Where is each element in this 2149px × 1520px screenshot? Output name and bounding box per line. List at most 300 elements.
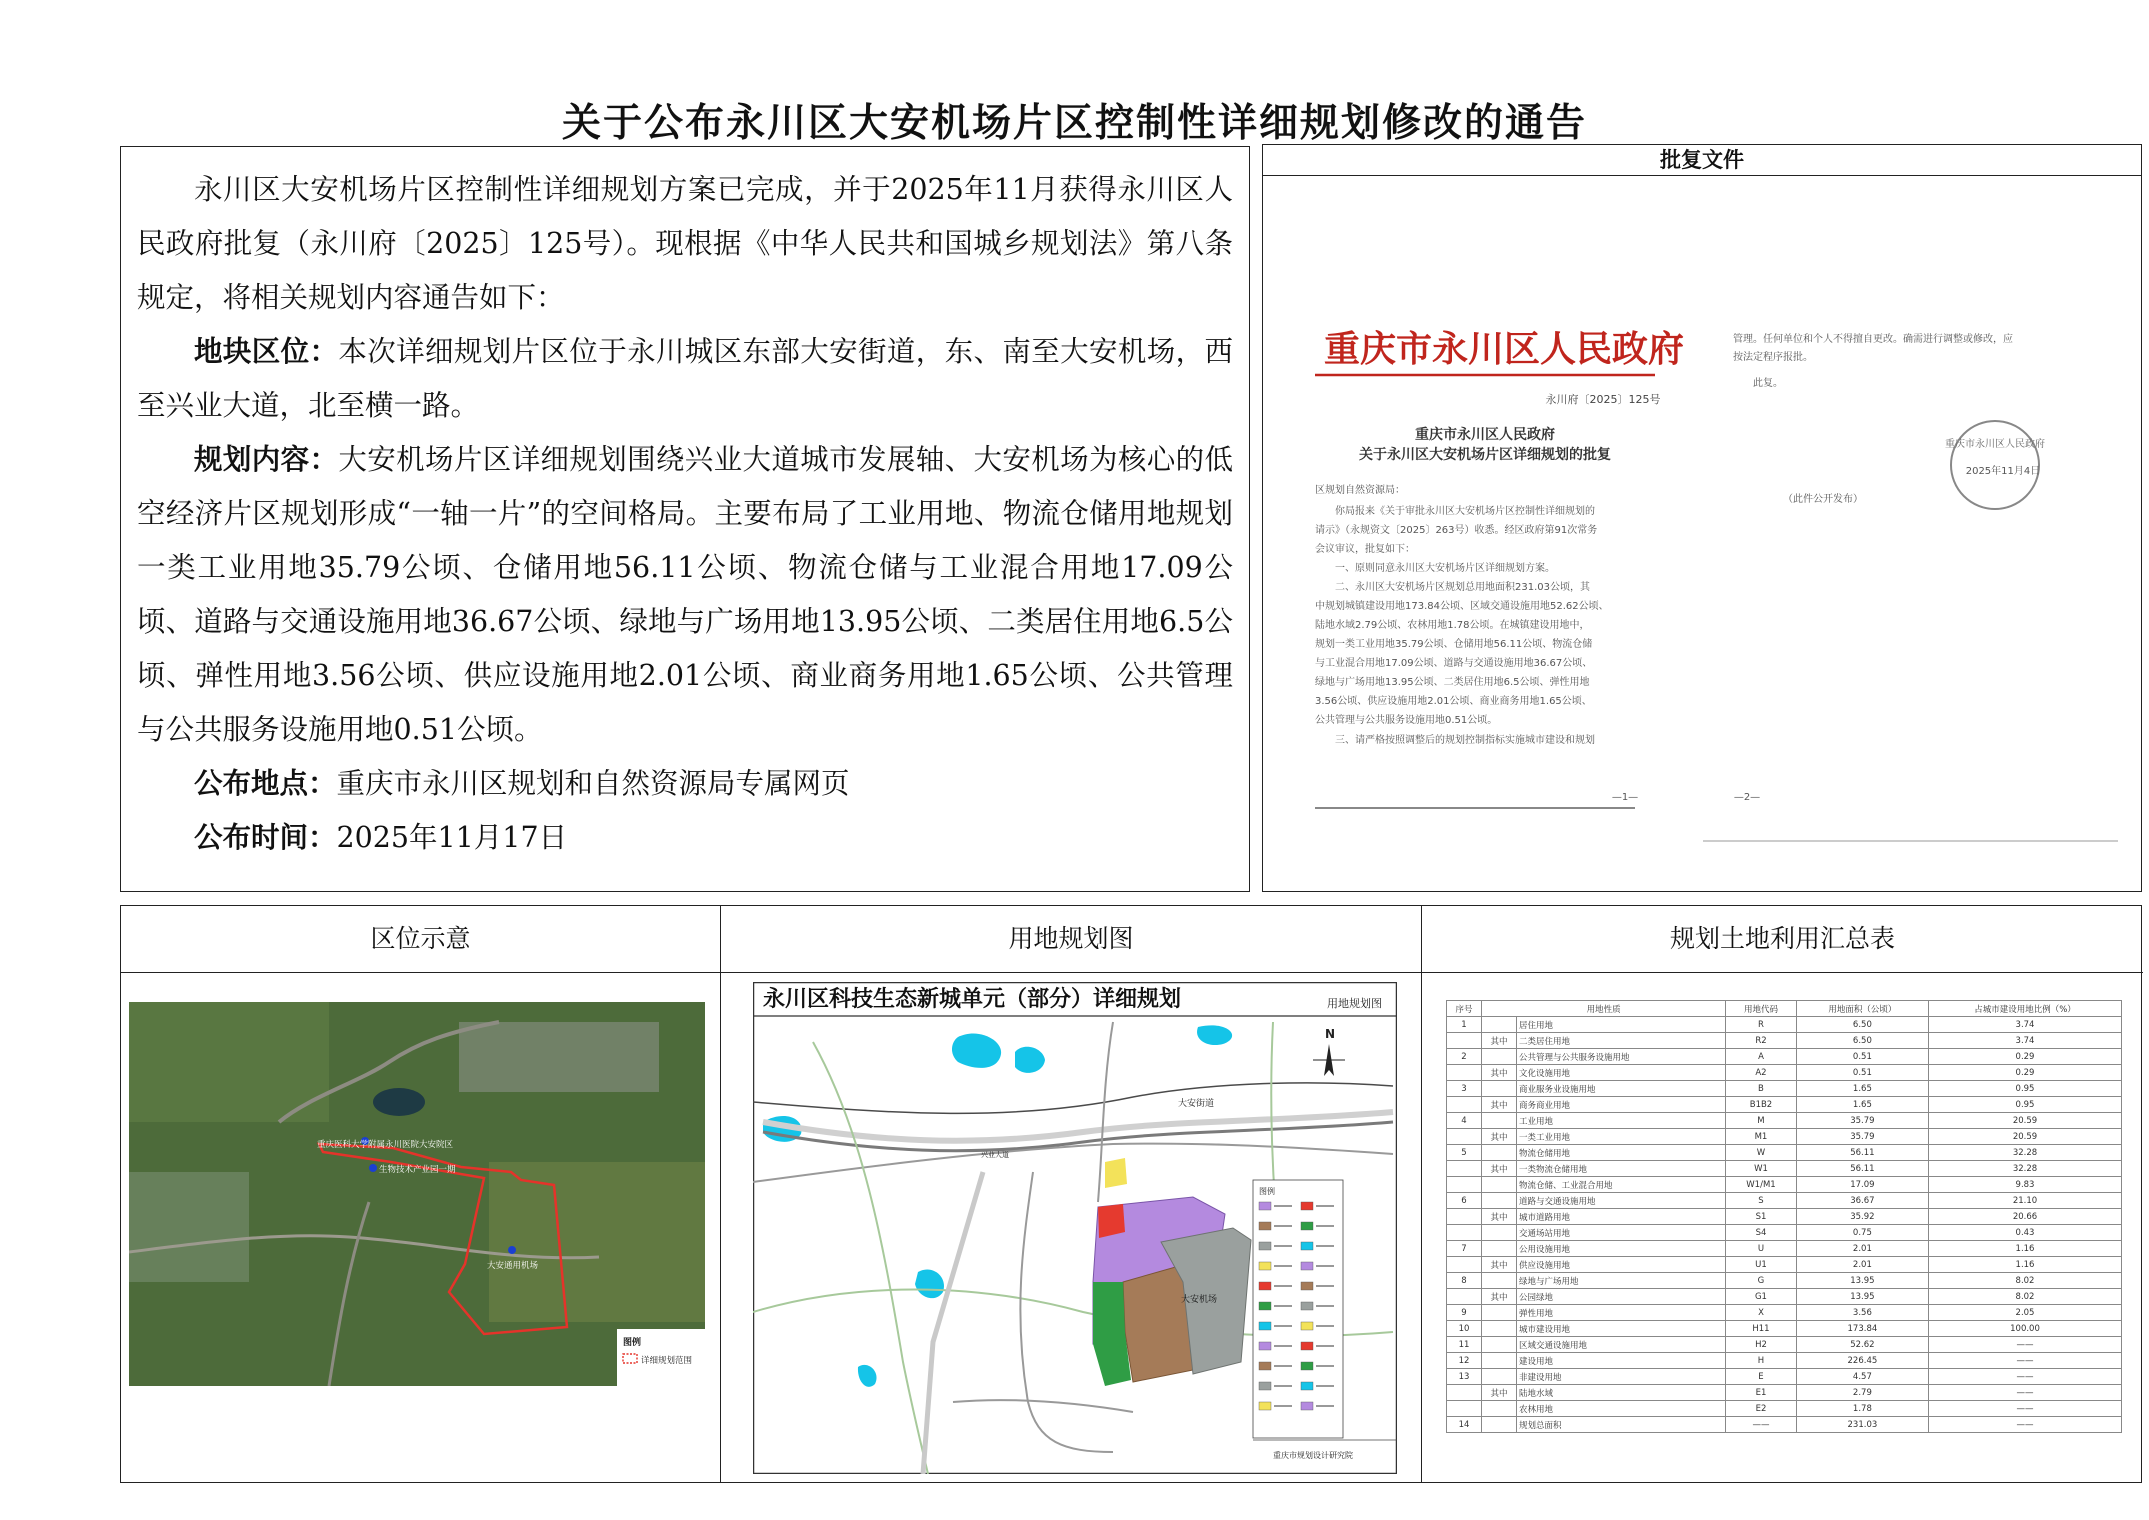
cell-ratio: 8.02: [1929, 1273, 2122, 1289]
legend-swatch: [1301, 1262, 1313, 1270]
legend-label-line: [1316, 1225, 1334, 1227]
cell-area: 2.01: [1796, 1257, 1928, 1273]
place-text: 重庆市永川区规划和自然资源局专属网页: [336, 767, 850, 800]
notice-panel: [120, 146, 1250, 892]
cell-no: 11: [1447, 1337, 1482, 1353]
legend-swatch: [1259, 1282, 1271, 1290]
table-row: [1447, 1129, 2122, 1145]
legend-swatch: [1301, 1282, 1313, 1290]
legend-title: 图例: [1259, 1187, 1275, 1196]
cell-ratio: 21.10: [1929, 1193, 2122, 1209]
time-text: 2025年11月17日: [336, 821, 568, 854]
legend-swatch: [1259, 1322, 1271, 1330]
cell-ratio: 20.59: [1929, 1113, 2122, 1129]
public-note: （此件公开发布）: [1783, 494, 1863, 505]
cell-name: 物流仓储、工业混合用地: [1517, 1177, 1726, 1193]
cell-code: G: [1726, 1273, 1797, 1289]
cell-code: R: [1726, 1017, 1797, 1033]
cell-no: 10: [1447, 1321, 1482, 1337]
marker-biotech-park: [369, 1164, 377, 1172]
label-airport: 大安机场: [1181, 1295, 1218, 1305]
cell-code: A: [1726, 1049, 1797, 1065]
cell-name: 供应设施用地: [1517, 1257, 1726, 1273]
cell-code: H: [1726, 1353, 1797, 1369]
legend-label-line: [1274, 1345, 1292, 1347]
cell-name: 道路与交通设施用地: [1517, 1193, 1726, 1209]
legend-label-line: [1316, 1265, 1334, 1267]
legend-swatch: [1259, 1302, 1271, 1310]
summary-header: 规划土地利用汇总表: [1422, 906, 2143, 973]
cell-name: 一类工业用地: [1517, 1129, 1726, 1145]
legend-swatch: [1301, 1242, 1313, 1250]
cell-sub: [1482, 1401, 1517, 1417]
cell-sub: [1482, 1081, 1517, 1097]
doc-line: 一、原则同意永川区大安机场片区详细规划方案。: [1335, 563, 1555, 574]
summary-panel: [1422, 906, 2143, 1482]
cell-name: 公用设施用地: [1517, 1241, 1726, 1257]
cell-ratio: 32.28: [1929, 1161, 2122, 1177]
cell-code: G1: [1726, 1289, 1797, 1305]
cell-no: 5: [1447, 1145, 1482, 1161]
legend-swatch: [1301, 1362, 1313, 1370]
cell-name: 弹性用地: [1517, 1305, 1726, 1321]
cell-ratio: 100.00: [1929, 1321, 2122, 1337]
parcel-residential: [1105, 1158, 1127, 1188]
table-row: [1447, 1049, 2122, 1065]
cell-sub: 其中: [1482, 1097, 1517, 1113]
cell-name: 农林用地: [1517, 1401, 1726, 1417]
time-label: 公布时间：: [194, 821, 337, 854]
doc-heading-1: 重庆市永川区人民政府: [1415, 427, 1555, 443]
table-row: [1447, 1177, 2122, 1193]
legend-label-line: [1316, 1365, 1334, 1367]
cell-area: 56.11: [1796, 1145, 1928, 1161]
doc-line: 3.56公顷、供应设施用地2.01公顷、商业商务用地1.65公顷、: [1315, 696, 1592, 707]
cell-name: 城市道路用地: [1517, 1209, 1726, 1225]
cell-no: [1447, 1401, 1482, 1417]
official-seal: [1951, 421, 2039, 509]
cell-sub: [1482, 1145, 1517, 1161]
doc-line: 公共管理与公共服务设施用地0.51公顷。: [1315, 715, 1498, 726]
label-road: 兴业大道: [981, 1151, 1009, 1159]
cell-ratio: 1.16: [1929, 1257, 2122, 1273]
cell-sub: [1482, 1177, 1517, 1193]
marker-airport: [508, 1246, 516, 1254]
cell-code: ——: [1726, 1417, 1797, 1433]
label-airport: 大安通用机场: [487, 1261, 539, 1271]
legend-label-line: [1274, 1285, 1292, 1287]
cell-code: M: [1726, 1113, 1797, 1129]
legend-label-line: [1274, 1245, 1292, 1247]
north-label: N: [1325, 1027, 1336, 1041]
cell-area: 56.11: [1796, 1161, 1928, 1177]
cell-code: X: [1726, 1305, 1797, 1321]
legend-swatch: [1301, 1322, 1313, 1330]
cell-area: 35.79: [1796, 1113, 1928, 1129]
cell-ratio: ——: [1929, 1401, 2122, 1417]
legend-swatch: [1301, 1382, 1313, 1390]
sign-date: 2025年11月4日: [1965, 466, 2041, 477]
cell-name: 非建设用地: [1517, 1369, 1726, 1385]
summary-table-wrap: [1446, 1000, 2122, 1433]
institute-name: 重庆市规划设计研究院: [1273, 1451, 1353, 1460]
cell-no: [1447, 1033, 1482, 1049]
legend-label-line: [1274, 1385, 1292, 1387]
table-row: [1447, 1065, 2122, 1081]
notice-intro: 永川区大安机场片区控制性详细规划方案已完成，并于2025年11月获得永川区人民政府批复（永川府〔2025〕125号）。现根据《中华人民共和国城乡规划法》第八条规定，将相关规划内容通告如下：: [137, 173, 1233, 314]
reservoir: [373, 1088, 425, 1116]
table-row: [1447, 1193, 2122, 1209]
table-row: [1447, 1337, 2122, 1353]
table-row: [1447, 1241, 2122, 1257]
legend-label-line: [1274, 1325, 1292, 1327]
legend-swatch: [1301, 1202, 1313, 1210]
cell-name: 区域交通设施用地: [1517, 1337, 1726, 1353]
doc-line: 中规划城镇建设用地173.84公顷、区域交通设施用地52.62公顷、: [1315, 601, 1609, 612]
cell-code: E1: [1726, 1385, 1797, 1401]
doc-line: 三、请严格按照调整后的规划控制指标实施城市建设和规划: [1335, 735, 1595, 746]
doc-line: 绿地与广场用地13.95公顷、二类居住用地6.5公顷、弹性用地: [1315, 677, 1590, 688]
table-row: [1447, 1305, 2122, 1321]
content-label: 规划内容：: [194, 443, 339, 476]
label-street: 大安街道: [1178, 1099, 1215, 1109]
cell-name: 建设用地: [1517, 1353, 1726, 1369]
cell-sub: 其中: [1482, 1257, 1517, 1273]
cell-name: 商务商业用地: [1517, 1097, 1726, 1113]
cell-name: 规划总面积: [1517, 1417, 1726, 1433]
cell-no: 14: [1447, 1417, 1482, 1433]
table-row: [1447, 1145, 2122, 1161]
cell-sub: [1482, 1337, 1517, 1353]
cell-no: 12: [1447, 1353, 1482, 1369]
cell-area: 173.84: [1796, 1321, 1928, 1337]
landuse-header: 用地规划图: [721, 906, 1421, 973]
cell-code: B1B2: [1726, 1097, 1797, 1113]
cell-name: 城市建设用地: [1517, 1321, 1726, 1337]
cell-no: 3: [1447, 1081, 1482, 1097]
cell-no: 2: [1447, 1049, 1482, 1065]
cell-ratio: 0.43: [1929, 1225, 2122, 1241]
cell-code: S1: [1726, 1209, 1797, 1225]
cell-area: 1.78: [1796, 1401, 1928, 1417]
cell-no: [1447, 1129, 1482, 1145]
place-label: 公布地点：: [194, 767, 337, 800]
notice-place: [137, 757, 1233, 811]
cell-sub: [1482, 1049, 1517, 1065]
cell-code: U1: [1726, 1257, 1797, 1273]
doc-line: 此复。: [1753, 378, 1783, 389]
cell-area: 17.09: [1796, 1177, 1928, 1193]
cell-ratio: 0.95: [1929, 1081, 2122, 1097]
cell-no: 1: [1447, 1017, 1482, 1033]
table-row: [1447, 1017, 2122, 1033]
table-row: [1447, 1321, 2122, 1337]
cell-sub: 其中: [1482, 1065, 1517, 1081]
cell-code: U: [1726, 1241, 1797, 1257]
cell-name: 一类物流仓储用地: [1517, 1161, 1726, 1177]
legend-label-line: [1316, 1305, 1334, 1307]
summary-table: [1446, 1000, 2122, 1433]
legend-label-line: [1316, 1385, 1334, 1387]
cell-area: 1.65: [1796, 1097, 1928, 1113]
cell-area: 35.79: [1796, 1129, 1928, 1145]
cell-area: 13.95: [1796, 1289, 1928, 1305]
location-text: 本次详细规划片区位于永川城区东部大安街道，东、南至大安机场，西至兴业大道，北至横一路。: [137, 335, 1233, 422]
cell-name: 物流仓储用地: [1517, 1145, 1726, 1161]
cell-code: W1/M1: [1726, 1177, 1797, 1193]
cell-area: 6.50: [1796, 1033, 1928, 1049]
cell-code: M1: [1726, 1129, 1797, 1145]
cell-ratio: 1.16: [1929, 1241, 2122, 1257]
table-row: [1447, 1209, 2122, 1225]
cell-no: [1447, 1161, 1482, 1177]
table-row: [1447, 1385, 2122, 1401]
legend-swatch: [1259, 1362, 1271, 1370]
table-row: [1447, 1033, 2122, 1049]
cell-sub: 其中: [1482, 1385, 1517, 1401]
cell-ratio: 2.05: [1929, 1305, 2122, 1321]
legend-label-line: [1274, 1405, 1292, 1407]
cell-ratio: 32.28: [1929, 1145, 2122, 1161]
notice-time: [137, 811, 1233, 865]
cell-sub: [1482, 1417, 1517, 1433]
approval-panel: [1262, 144, 2142, 892]
table-row: [1447, 1161, 2122, 1177]
notice-content: [137, 433, 1233, 757]
doc-line: 你局报来《关于审批永川区大安机场片区控制性详细规划的: [1335, 506, 1595, 517]
cell-sub: [1482, 1225, 1517, 1241]
cell-ratio: 0.29: [1929, 1065, 2122, 1081]
cell-name: 绿地与广场用地: [1517, 1273, 1726, 1289]
table-row: [1447, 1369, 2122, 1385]
cell-ratio: ——: [1929, 1369, 2122, 1385]
cell-sub: [1482, 1353, 1517, 1369]
legend-label-line: [1316, 1345, 1334, 1347]
doc-line: 管理。任何单位和个人不得擅自更改。确需进行调整或修改，应: [1733, 334, 2013, 345]
parcel-commercial: [1098, 1204, 1125, 1238]
cell-name: 文化设施用地: [1517, 1065, 1726, 1081]
doc-line: 与工业混合用地17.09公顷、道路与交通设施用地36.67公顷、: [1315, 658, 1593, 669]
cell-ratio: ——: [1929, 1337, 2122, 1353]
cell-no: [1447, 1225, 1482, 1241]
col-header: 用地性质: [1482, 1001, 1726, 1017]
cell-sub: [1482, 1113, 1517, 1129]
doc-line: 陆地水域2.79公顷、农林用地1.78公顷。在城镇建设用地中，: [1315, 620, 1590, 631]
landuse-map: [753, 982, 1397, 1474]
doc-line: 按法定程序报批。: [1733, 352, 1813, 363]
cell-sub: 其中: [1482, 1161, 1517, 1177]
legend-label-line: [1274, 1365, 1292, 1367]
legend-label-line: [1274, 1205, 1292, 1207]
cell-code: H11: [1726, 1321, 1797, 1337]
doc-line: 会议审议，批复如下：: [1315, 544, 1415, 555]
col-header: 用地面积（公顷）: [1796, 1001, 1928, 1017]
legend-label-line: [1274, 1225, 1292, 1227]
legend-swatch: [1259, 1382, 1271, 1390]
landuse-panel: [721, 906, 1422, 1482]
cell-code: H2: [1726, 1337, 1797, 1353]
cell-area: 0.51: [1796, 1065, 1928, 1081]
notice-location: [137, 325, 1233, 433]
cell-code: S: [1726, 1193, 1797, 1209]
table-header-row: [1447, 1001, 2122, 1017]
cell-area: 6.50: [1796, 1017, 1928, 1033]
cell-no: 6: [1447, 1193, 1482, 1209]
cell-ratio: 20.59: [1929, 1129, 2122, 1145]
legend-swatch: [1301, 1402, 1313, 1410]
doc-number: 永川府〔2025〕125号: [1545, 393, 1661, 406]
cell-sub: 其中: [1482, 1289, 1517, 1305]
legend-swatch: [1259, 1222, 1271, 1230]
legend-label-line: [1316, 1245, 1334, 1247]
legend-label-line: [1316, 1325, 1334, 1327]
location-map: [129, 1002, 705, 1386]
doc-line: 规划一类工业用地35.79公顷、仓储用地56.11公顷、物流仓储: [1315, 639, 1593, 650]
location-header: 区位示意: [121, 906, 720, 973]
table-row: [1447, 1113, 2122, 1129]
table-row: [1447, 1257, 2122, 1273]
cell-name: 交通场站用地: [1517, 1225, 1726, 1241]
page-number-1: —1—: [1611, 792, 1639, 803]
table-row: [1447, 1273, 2122, 1289]
location-label: 地块区位：: [194, 335, 339, 368]
cell-area: 36.67: [1796, 1193, 1928, 1209]
legend-label-line: [1274, 1265, 1292, 1267]
legend-swatch: [1259, 1402, 1271, 1410]
cell-code: W1: [1726, 1161, 1797, 1177]
cell-area: 0.51: [1796, 1049, 1928, 1065]
legend-title: 图例: [623, 1338, 642, 1348]
cell-sub: [1482, 1273, 1517, 1289]
seal-text: 重庆市永川区人民政府: [1945, 439, 2045, 450]
cell-ratio: 20.66: [1929, 1209, 2122, 1225]
cell-name: 公园绿地: [1517, 1289, 1726, 1305]
cell-area: 1.65: [1796, 1081, 1928, 1097]
cell-sub: [1482, 1017, 1517, 1033]
legend-swatch: [1301, 1302, 1313, 1310]
col-header: 用地代码: [1726, 1001, 1797, 1017]
doc-heading-2: 关于永川区大安机场片区详细规划的批复: [1359, 447, 1611, 463]
legend-swatch: [1301, 1222, 1313, 1230]
table-row: [1447, 1097, 2122, 1113]
cell-area: 226.45: [1796, 1353, 1928, 1369]
legend-label-line: [1316, 1205, 1334, 1207]
cell-no: 9: [1447, 1305, 1482, 1321]
cell-code: R2: [1726, 1033, 1797, 1049]
page-title: 关于公布永川区大安机场片区控制性详细规划修改的通告: [561, 101, 1587, 146]
legend-label-line: [1316, 1405, 1334, 1407]
cell-code: W: [1726, 1145, 1797, 1161]
cell-no: [1447, 1257, 1482, 1273]
table-row: [1447, 1401, 2122, 1417]
legend-swatch: [1259, 1262, 1271, 1270]
cell-no: [1447, 1385, 1482, 1401]
legend-swatch: [1301, 1342, 1313, 1350]
cell-sub: [1482, 1321, 1517, 1337]
cell-code: A2: [1726, 1065, 1797, 1081]
doc-line: 二、永川区大安机场片区规划总用地面积231.03公顷，其: [1335, 582, 1590, 593]
cell-no: [1447, 1289, 1482, 1305]
cell-ratio: 0.29: [1929, 1049, 2122, 1065]
table-row: [1447, 1417, 2122, 1433]
bottom-panels: [120, 905, 2142, 1483]
doc-line: 请示》（永规资文〔2025〕263号）收悉。经区政府第91次常务: [1315, 525, 1598, 536]
cell-area: 3.56: [1796, 1305, 1928, 1321]
cell-area: 4.57: [1796, 1369, 1928, 1385]
cell-ratio: 3.74: [1929, 1033, 2122, 1049]
page-number-2: —2—: [1733, 792, 1761, 803]
gov-title: 重庆市永川区人民政府: [1324, 329, 1685, 370]
approval-header: 批复文件: [1263, 145, 2141, 176]
cell-no: [1447, 1209, 1482, 1225]
cell-name: 二类居住用地: [1517, 1033, 1726, 1049]
label-biotech-park: 生物技术产业园一期: [379, 1165, 456, 1175]
cell-area: 2.01: [1796, 1241, 1928, 1257]
cell-area: 231.03: [1796, 1417, 1928, 1433]
cell-ratio: ——: [1929, 1417, 2122, 1433]
cell-no: 8: [1447, 1273, 1482, 1289]
cell-sub: 其中: [1482, 1129, 1517, 1145]
location-panel: [121, 906, 721, 1482]
map-subtitle: 用地规划图: [1327, 997, 1382, 1010]
table-row: [1447, 1081, 2122, 1097]
cell-ratio: 3.74: [1929, 1017, 2122, 1033]
table-row: [1447, 1225, 2122, 1241]
legend-swatch: [1259, 1342, 1271, 1350]
cell-area: 35.92: [1796, 1209, 1928, 1225]
cell-sub: [1482, 1193, 1517, 1209]
cell-sub: [1482, 1369, 1517, 1385]
cell-no: [1447, 1065, 1482, 1081]
cell-sub: 其中: [1482, 1033, 1517, 1049]
cell-name: 居住用地: [1517, 1017, 1726, 1033]
cell-area: 52.62: [1796, 1337, 1928, 1353]
cell-code: E2: [1726, 1401, 1797, 1417]
legend-label-line: [1274, 1305, 1292, 1307]
cell-ratio: 8.02: [1929, 1289, 2122, 1305]
cell-code: B: [1726, 1081, 1797, 1097]
cell-no: [1447, 1097, 1482, 1113]
cell-sub: [1482, 1305, 1517, 1321]
approval-document-scan: [1263, 177, 2141, 891]
cell-sub: [1482, 1241, 1517, 1257]
cell-ratio: 0.95: [1929, 1097, 2122, 1113]
cell-code: E: [1726, 1369, 1797, 1385]
legend-label-line: [1316, 1285, 1334, 1287]
cell-area: 2.79: [1796, 1385, 1928, 1401]
table-row: [1447, 1353, 2122, 1369]
cell-no: 4: [1447, 1113, 1482, 1129]
cell-name: 陆地水域: [1517, 1385, 1726, 1401]
cell-name: 公共管理与公共服务设施用地: [1517, 1049, 1726, 1065]
cell-code: S4: [1726, 1225, 1797, 1241]
table-row: [1447, 1289, 2122, 1305]
col-header: 序号: [1447, 1001, 1482, 1017]
col-header: 占城市建设用地比例（%）: [1929, 1001, 2122, 1017]
cell-ratio: ——: [1929, 1353, 2122, 1369]
doc-line: 区规划自然资源局：: [1315, 485, 1405, 496]
cell-area: 0.75: [1796, 1225, 1928, 1241]
cell-area: 13.95: [1796, 1273, 1928, 1289]
cell-ratio: 9.83: [1929, 1177, 2122, 1193]
legend-swatch: [1259, 1242, 1271, 1250]
cell-name: 商业服务业设施用地: [1517, 1081, 1726, 1097]
legend-swatch: [1259, 1202, 1271, 1210]
legend-item: 详细规划范围: [641, 1356, 693, 1366]
cell-name: 工业用地: [1517, 1113, 1726, 1129]
cell-no: 13: [1447, 1369, 1482, 1385]
label-hospital: 重庆医科大学附属永川医院大安院区: [317, 1140, 454, 1150]
